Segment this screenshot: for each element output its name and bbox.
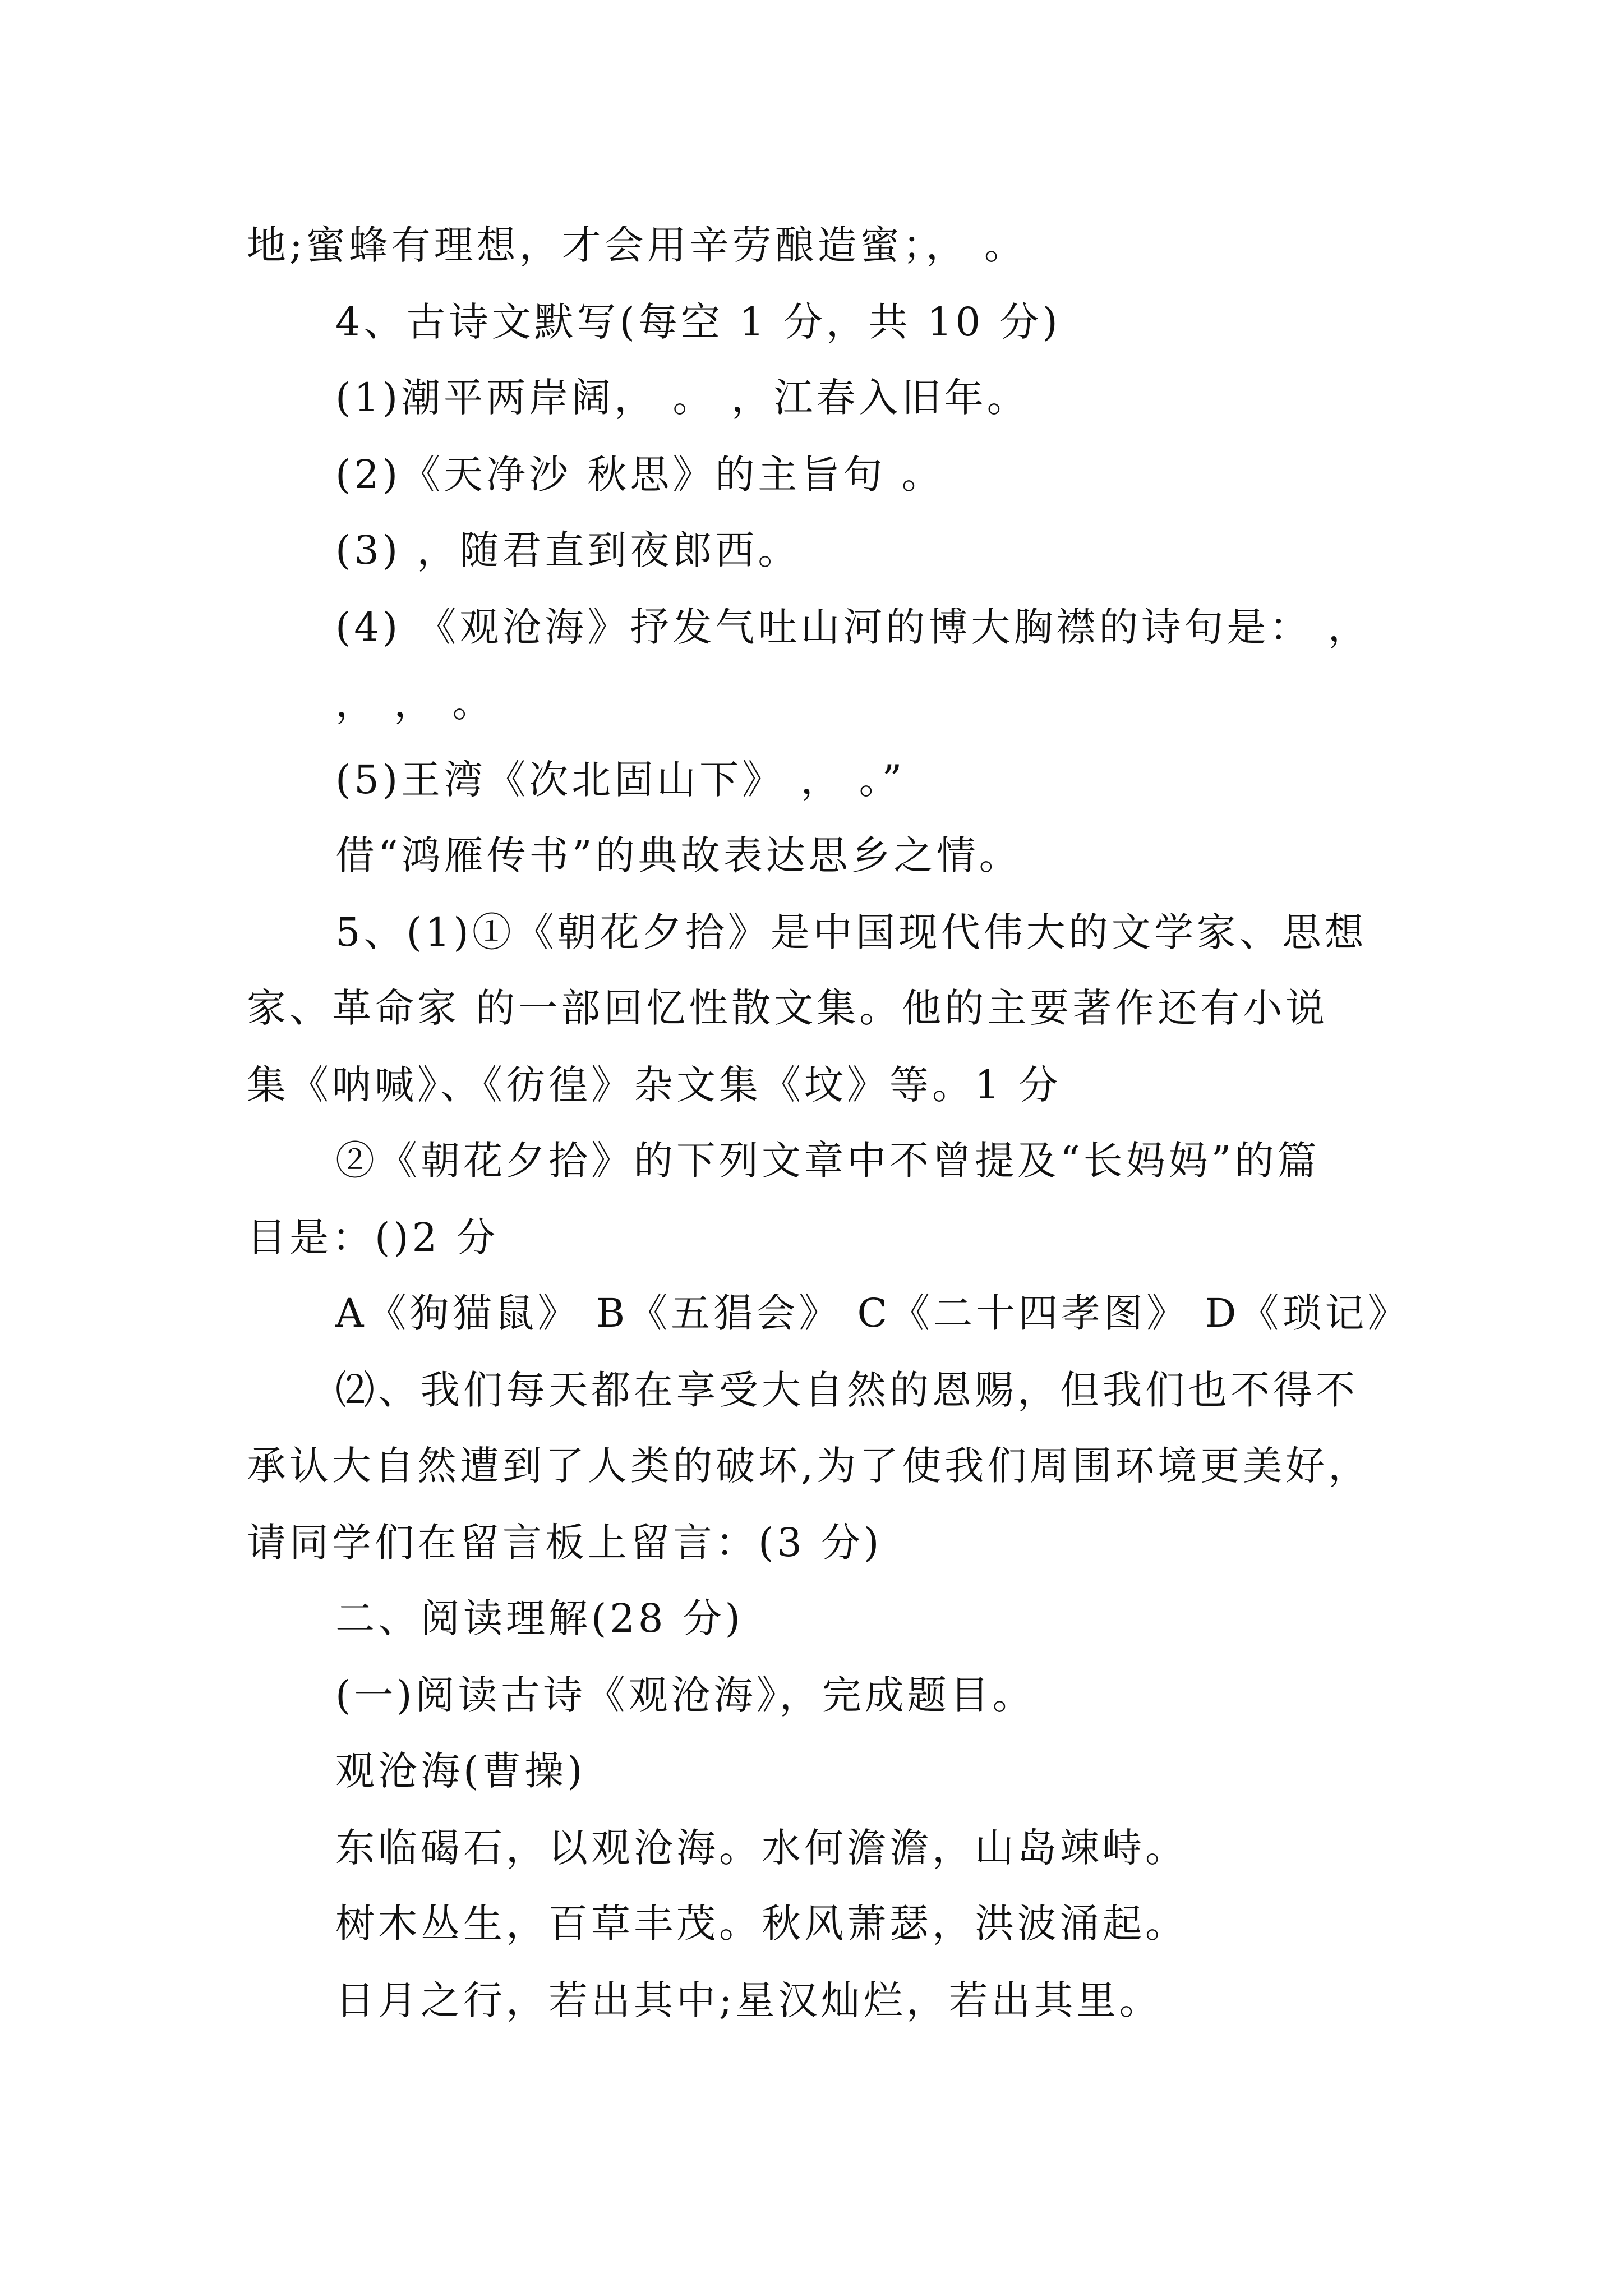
text-line: 目是：()2 分 xyxy=(247,1214,499,1260)
text-line: ， ， 。 xyxy=(335,680,495,726)
section-heading: 4、古诗文默写(每空 1 分，共 10 分) xyxy=(335,299,1061,345)
text-line: 承认大自然遭到了人类的破坏,为了使我们周围环境更美好， xyxy=(247,1443,1371,1489)
poem-line: 日月之行，若出其中;星汉灿烂，若出其里。 xyxy=(335,1977,1162,2023)
poem-line: 东临碣石，以观沧海。水何澹澹，山岛竦峙。 xyxy=(335,1825,1188,1871)
text-line: (4) 《观沧海》抒发气吐山河的博大胸襟的诗句是： ， xyxy=(335,604,1371,650)
text-line: (5)王湾《次北固山下》 ， 。” xyxy=(335,757,906,803)
text-line: (2)《天净沙 秋思》的主旨句 。 xyxy=(335,452,944,498)
text-line: 5、(1)①《朝花夕拾》是中国现代伟大的文学家、思想 xyxy=(335,909,1367,955)
poem-line: 树木丛生，百草丰茂。秋风萧瑟，洪波涌起。 xyxy=(335,1901,1188,1947)
text-line: (一)阅读古诗《观沧海》，完成题目。 xyxy=(335,1672,1035,1718)
text-line: 借“鸿雁传书”的典故表达思乡之情。 xyxy=(335,832,1022,878)
text-line: 地;蜜蜂有理想，才会用辛劳酿造蜜；， 。 xyxy=(247,222,1027,268)
option-line: A《狗猫鼠》 B《五猖会》 C《二十四孝图》 D《琐记》 xyxy=(335,1290,1410,1336)
text-line: ⑵、我们每天都在享受大自然的恩赐，但我们也不得不 xyxy=(335,1367,1358,1413)
text-line: 家、革命家 的一部回忆性散文集。他的主要著作还有小说 xyxy=(247,985,1329,1031)
poem-title: 观沧海(曹操) xyxy=(335,1748,586,1794)
text-line: (3) ，随君直到夜郎西。 xyxy=(335,527,801,573)
text-line: ②《朝花夕拾》的下列文章中不曾提及“长妈妈”的篇 xyxy=(335,1138,1320,1184)
text-line: 集《呐喊》、《彷徨》杂文集《坟》等。1 分 xyxy=(247,1062,1062,1108)
text-line: 请同学们在留言板上留言：(3 分) xyxy=(247,1520,883,1566)
section-heading: 二、阅读理解(28 分) xyxy=(335,1595,744,1641)
text-line: (1)潮平两岸阔， 。 ，江春入旧年。 xyxy=(335,375,1030,421)
